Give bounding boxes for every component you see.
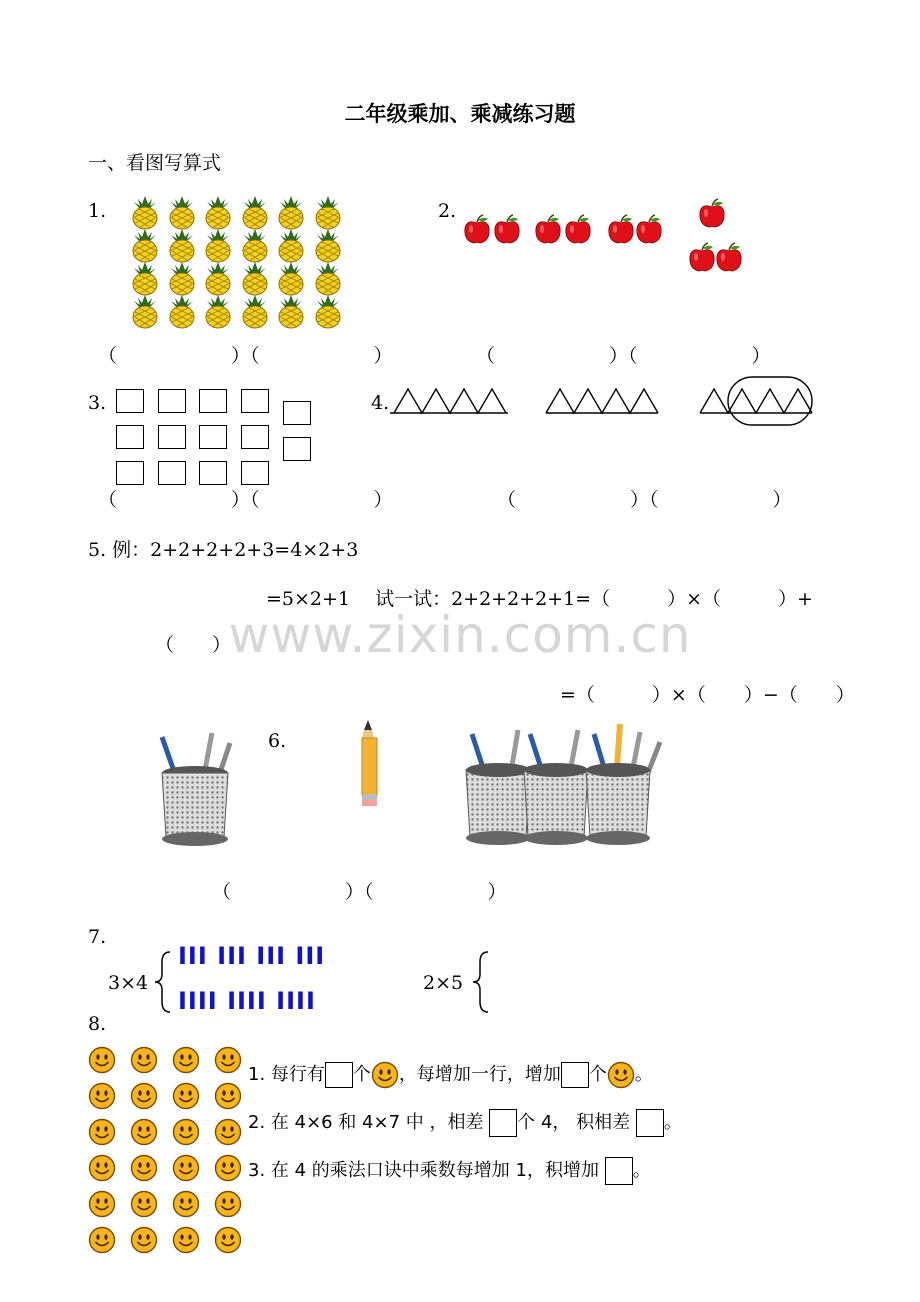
pineapple-icon [276, 229, 306, 261]
smiley-icon [88, 1046, 116, 1074]
smiley-icon [172, 1190, 200, 1218]
pineapple-icon [130, 196, 160, 228]
q8-line3-text-a: 3. 在 4 的乘法口诀中乘数每增加 1，积增加 [248, 1160, 599, 1181]
q8-line2-text-c: 。 [663, 1112, 682, 1133]
apple-icon [493, 214, 519, 242]
square-shape [199, 389, 227, 413]
answer-blanks-q3[interactable]: （ ）（ ） [98, 489, 393, 511]
smiley-icon [130, 1082, 158, 1110]
answer-box-3[interactable] [489, 1109, 517, 1137]
square-shape [283, 401, 311, 425]
pineapple-icon [240, 196, 270, 228]
pineapple-icon [203, 295, 233, 327]
smiley-icon [88, 1226, 116, 1254]
pineapple-icon [313, 196, 343, 228]
smiley-icon [172, 1046, 200, 1074]
pineapple-icon [240, 295, 270, 327]
q8-line2-text-a: 2. 在 4×6 和 4×7 中 ，相差 [248, 1112, 484, 1133]
square-shape [241, 425, 269, 449]
answer-blanks-q4[interactable]: （ ）（ ） [497, 489, 792, 511]
left-brace-1 [152, 950, 176, 1014]
square-shape [158, 389, 186, 413]
q8-line1-text-b: 个 [352, 1064, 371, 1085]
apple-icon [534, 214, 560, 242]
pineapple-icon [130, 295, 160, 327]
answer-box-4[interactable] [636, 1109, 664, 1137]
smiley-icon [172, 1082, 200, 1110]
apple-icon [715, 242, 741, 270]
smiley-icon [214, 1190, 242, 1218]
smiley-icon [172, 1154, 200, 1182]
question-1-number: 1. [88, 200, 107, 222]
q8-line1-text-c: ，每增加一行，增加 [398, 1064, 561, 1085]
tally-marks-top: III III III III [178, 942, 326, 970]
smiley-icon [88, 1190, 116, 1218]
pineapple-icon [276, 196, 306, 228]
pencil-icon [355, 716, 395, 810]
pineapple-icon [203, 196, 233, 228]
page-title: 二年级乘加、乘减练习题 [344, 101, 576, 126]
square-shape [158, 461, 186, 485]
pineapple-icon [276, 262, 306, 294]
question-5-try[interactable]: =5×2+1 试一试：2+2+2+2+1=（ ）×（ ）+ [266, 588, 813, 610]
smiley-icon [130, 1046, 158, 1074]
smiley-icon [172, 1226, 200, 1254]
answer-blanks-q2[interactable]: （ ）（ ） [476, 345, 771, 367]
square-shape [241, 461, 269, 485]
pineapple-icon [167, 196, 197, 228]
apple-icon [463, 214, 489, 242]
answer-blanks-q6[interactable]: （ ）（ ） [212, 881, 507, 903]
pineapple-icon [130, 262, 160, 294]
pineapple-icon [130, 229, 160, 261]
section-heading: 一、看图写算式 [88, 152, 222, 174]
square-shape [116, 425, 144, 449]
apple-icon [635, 214, 661, 242]
question-7-number: 7. [88, 926, 107, 948]
apple-icon [688, 242, 714, 270]
q8-line1-text-e: 。 [634, 1064, 653, 1085]
smiley-icon [214, 1226, 242, 1254]
triangle-groups [390, 372, 820, 432]
square-shape [116, 389, 144, 413]
smiley-icon [214, 1118, 242, 1146]
pineapple-icon [313, 229, 343, 261]
q8-line1-text-d: 个 [588, 1064, 607, 1085]
question-2-number: 2. [438, 200, 457, 222]
square-shape [158, 425, 186, 449]
square-shape [199, 425, 227, 449]
smiley-icon [214, 1082, 242, 1110]
pineapple-icon [313, 295, 343, 327]
apple-icon [564, 214, 590, 242]
square-shape [199, 461, 227, 485]
pineapple-icon [167, 262, 197, 294]
q8-line-1 [248, 1060, 653, 1089]
circled-triangles [728, 377, 812, 425]
answer-box-5[interactable] [605, 1157, 633, 1185]
pineapple-icon [313, 262, 343, 294]
q8-line1-text-a: 1. 每行有 [248, 1064, 325, 1085]
pineapple-icon [240, 262, 270, 294]
square-shape [283, 437, 311, 461]
pineapple-icon [203, 229, 233, 261]
question-5-example: 5. 例：2+2+2+2+3=4×2+3 [88, 539, 359, 561]
expression-2x5: 2×5 [423, 972, 464, 994]
smiley-icon [371, 1061, 399, 1089]
pineapple-icon [203, 262, 233, 294]
smiley-icon [130, 1118, 158, 1146]
apple-icon [607, 214, 633, 242]
answer-box-2[interactable] [561, 1062, 589, 1088]
question-5-line4[interactable]: =（ ）×（ ）−（ ） [560, 684, 855, 706]
square-shape [116, 461, 144, 485]
expression-3x4: 3×4 [108, 972, 149, 994]
smiley-icon [130, 1190, 158, 1218]
smiley-icon [130, 1154, 158, 1182]
answer-blanks-q1[interactable]: （ ）（ ） [98, 345, 393, 367]
apple-icon [698, 198, 724, 226]
q8-line2-text-b: 个 4， 积相差 [517, 1112, 631, 1133]
pineapple-icon [167, 295, 197, 327]
question-5-blank[interactable]: （ ） [155, 634, 232, 656]
smiley-icon [88, 1118, 116, 1146]
q8-line3-text-b: 。 [632, 1160, 651, 1181]
tally-marks-bottom: IIII IIII IIII [178, 987, 316, 1015]
pineapple-icon [240, 229, 270, 261]
smiley-icon [607, 1061, 635, 1089]
triangle-group-2 [546, 389, 658, 413]
question-8-number: 8. [88, 1013, 107, 1035]
triangle-group-1 [394, 389, 506, 413]
smiley-icon [214, 1046, 242, 1074]
q8-line-3 [248, 1156, 651, 1185]
question-3-number: 3. [88, 392, 107, 414]
pineapple-icon [276, 295, 306, 327]
smiley-icon [172, 1118, 200, 1146]
watermark: www.zixin.com.cn [228, 606, 692, 664]
left-brace-2 [470, 950, 494, 1014]
smiley-icon [130, 1226, 158, 1254]
pencil-cups-group [460, 722, 670, 857]
triangle-group-3 [700, 389, 812, 413]
square-shape [241, 389, 269, 413]
smiley-icon [88, 1082, 116, 1110]
q8-line-2 [248, 1108, 682, 1137]
smiley-icon [214, 1154, 242, 1182]
pencil-cup-icon [150, 725, 240, 855]
pineapple-icon [167, 229, 197, 261]
smiley-icon [88, 1154, 116, 1182]
answer-box-1[interactable] [325, 1062, 353, 1088]
question-4-number: 4. [371, 392, 390, 414]
question-6-number: 6. [268, 730, 287, 752]
